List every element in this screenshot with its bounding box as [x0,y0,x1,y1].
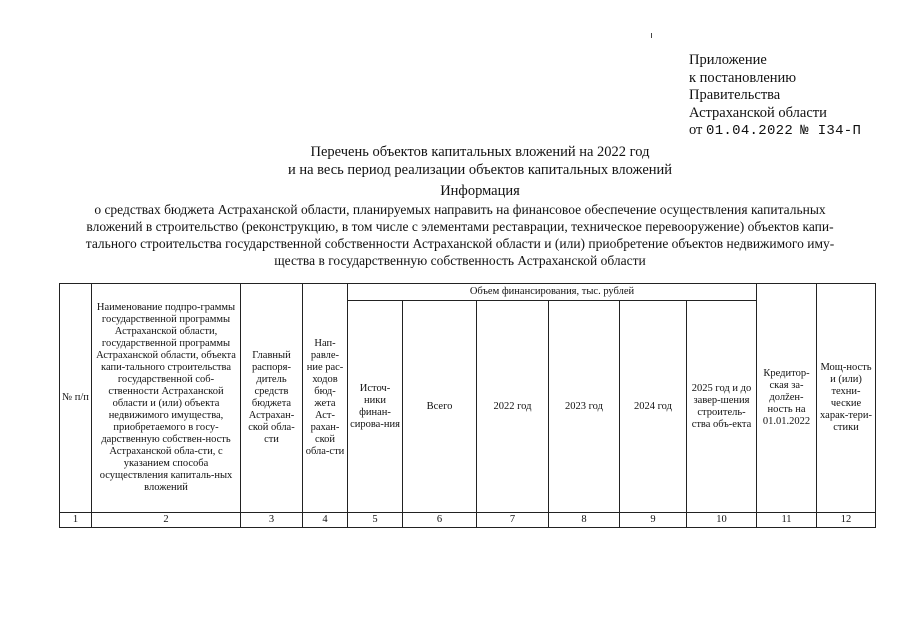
column-number: 1 [60,513,92,528]
document-title [0,143,905,179]
info-line: щества в государственную собственность Астраханской области [274,253,646,268]
approval-date: 01.04.2022 [706,123,794,139]
col-name-header: Наименование подпро-граммы государственной программы Астраханской области, государственной программы Астраханской области, объекта капи-тального строительства государственной соб-ственности Астраханской области и (или) объекта недвижимого имущества, приобретаемого в госу-дарственную собствен-ность Астраханской обла-сти, с указанием способа осуществления капиталь-ных вложений [92,284,241,513]
column-number: 6 [403,513,477,528]
scan-mark [651,33,652,38]
column-number: 7 [477,513,549,528]
col-2022-header: 2022 год [477,301,549,513]
title-line: и на весь период реализации объектов капитальных вложений [287,162,673,178]
info-text [60,201,860,269]
column-number: 10 [687,513,757,528]
column-number: 9 [620,513,687,528]
column-number: 12 [817,513,876,528]
approval-line: к постановлению [689,69,797,86]
column-number: 5 [348,513,403,528]
info-line: тального строительства государственной собственности Астраханской области и (или) приобретение объектов недвижимого иму- [85,236,835,251]
column-numbers-row [60,513,876,528]
capital-investments-table [59,283,876,528]
approval-line: Правительства [689,87,781,103]
col-2024-header: 2024 год [620,301,687,513]
funding-group-header: Объем финансирования, тыс. рублей [348,284,757,301]
approval-number: № I34-П [800,123,862,139]
info-line: вложений в строительство (реконструкцию, в том числе с элементами реставрации, техническое перевооружение) объектов капи- [86,219,834,234]
column-number: 8 [549,513,620,528]
approval-line: Приложение [689,52,767,68]
header-row [60,284,876,301]
col-2025-header: 2025 год и до завер-шения строитель-ства объ-екта [687,301,757,513]
col-manager-header: Главный распоря-дитель средств бюджета Астрахан-ской обла-сти [241,284,303,513]
column-number: 11 [757,513,817,528]
title-line: Перечень объектов капитальных вложений на 2022 год [310,144,650,160]
info-heading: Информация [440,183,520,199]
approval-line: Астраханской области [689,104,827,121]
date-prefix: от [689,122,703,138]
column-number: 4 [303,513,348,528]
approval-block [689,52,899,141]
col-sources-header: Источ-ники финан-сирова-ния [348,301,403,513]
info-line: о средствах бюджета Астраханской области, планируемых направить на финансовое обеспечение осуществления капитальных [94,202,826,217]
col-direction-header: Нап-равле-ние рас-ходов бюд-жета Аст-рахан-ской обла-сти [303,284,348,513]
col-num-header: № п/п [60,284,92,513]
column-number: 3 [241,513,303,528]
col-2023-header: 2023 год [549,301,620,513]
col-debt-header: Кредитор-ская за-долžен-ность на 01.01.2022 [757,284,817,513]
col-capacity-header: Мощ-ность и (или) техни-ческие харак-тери-стики [817,284,876,513]
column-number: 2 [92,513,241,528]
approval-date-line [689,122,899,141]
col-total-header: Всего [403,301,477,513]
